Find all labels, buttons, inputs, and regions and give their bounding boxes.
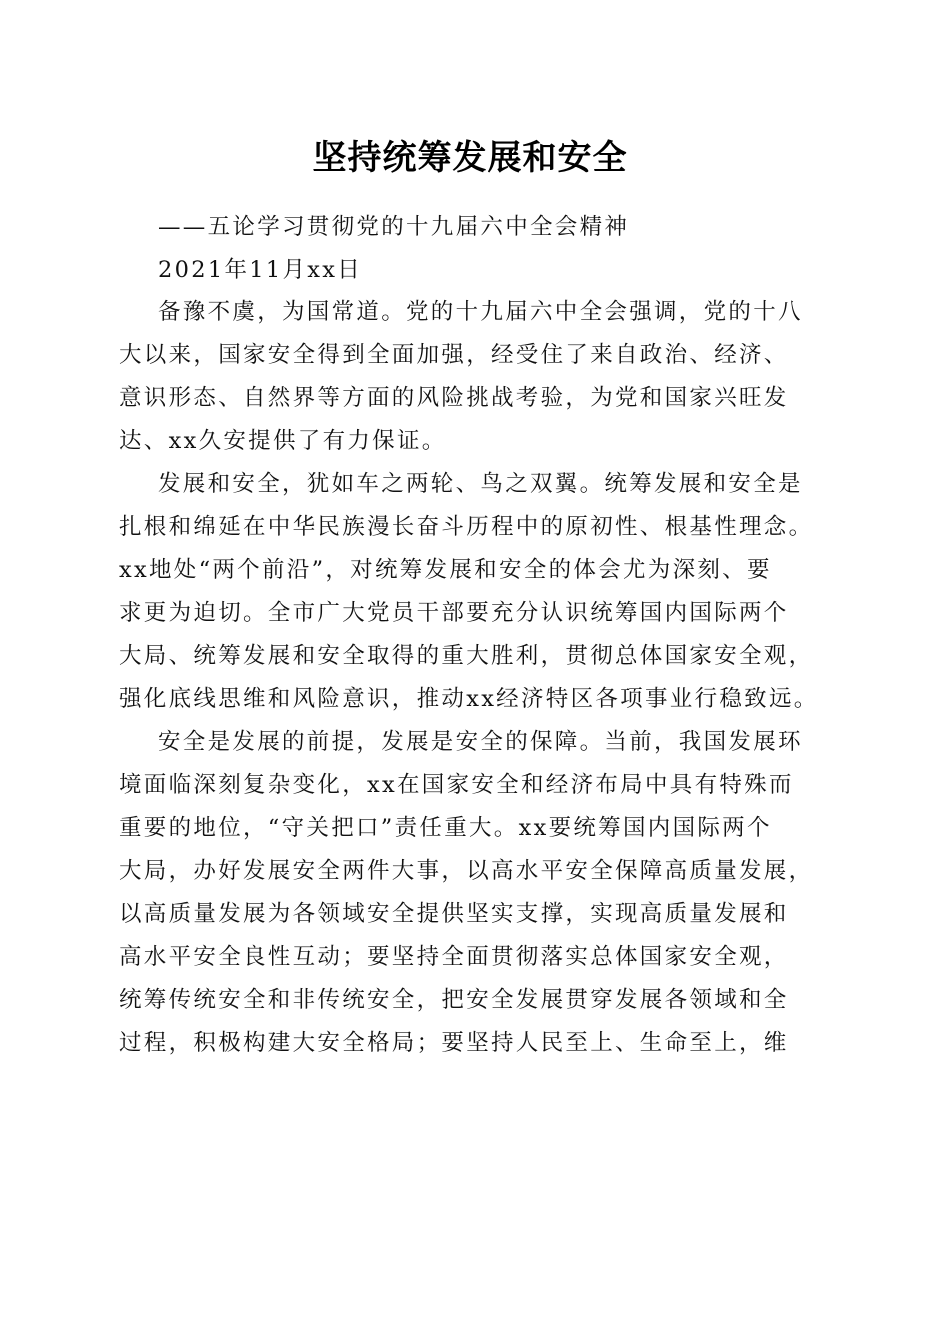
paragraph-line: 以高质量发展为各领域安全提供坚实支撑，实现高质量发展和	[119, 901, 789, 927]
paragraph-line: 境面临深刻复杂变化，xx在国家安全和经济布局中具有特殊而	[119, 772, 794, 798]
document-date: 2021年11月xx日	[158, 257, 363, 283]
paragraph-line: 备豫不虞，为国常道。党的十九届六中全会强调，党的十八	[158, 299, 803, 325]
paragraph-line: 高水平安全良性互动；要坚持全面贯彻落实总体国家安全观，	[119, 944, 789, 970]
paragraph-line: 大局、统筹发展和安全取得的重大胜利，贯彻总体国家安全观，	[119, 643, 814, 669]
paragraph-line: 过程，积极构建大安全格局；要坚持人民至上、生命至上，维	[119, 1030, 789, 1056]
paragraph-line: xx地处“两个前沿”，对统筹发展和安全的体会尤为深刻、要	[119, 557, 772, 583]
paragraph-line: 大以来，国家安全得到全面加强，经受住了来自政治、经济、	[119, 342, 789, 368]
paragraph-line: 达、xx久安提供了有力保证。	[119, 428, 447, 454]
document-subtitle: ——五论学习贯彻党的十九届六中全会精神	[158, 214, 630, 240]
paragraph-line: 重要的地位，“守关把口”责任重大。xx要统筹国内国际两个	[119, 815, 772, 841]
document-title: 坚持统筹发展和安全	[312, 138, 628, 178]
paragraph-line: 强化底线思维和风险意识，推动xx经济特区各项事业行稳致远。	[119, 686, 819, 712]
paragraph-line: 扎根和绵延在中华民族漫长奋斗历程中的原初性、根基性理念。	[119, 514, 814, 540]
paragraph-line: 求更为迫切。全市广大党员干部要充分认识统筹国内国际两个	[119, 600, 789, 626]
paragraph-line: 安全是发展的前提，发展是安全的保障。当前，我国发展环	[158, 729, 803, 755]
paragraph-line: 意识形态、自然界等方面的风险挑战考验，为党和国家兴旺发	[119, 385, 789, 411]
paragraph-line: 大局，办好发展安全两件大事，以高水平安全保障高质量发展，	[119, 858, 814, 884]
paragraph-line: 统筹传统安全和非传统安全，把安全发展贯穿发展各领域和全	[119, 987, 789, 1013]
paragraph-line: 发展和安全，犹如车之两轮、鸟之双翼。统筹发展和安全是	[158, 471, 803, 497]
